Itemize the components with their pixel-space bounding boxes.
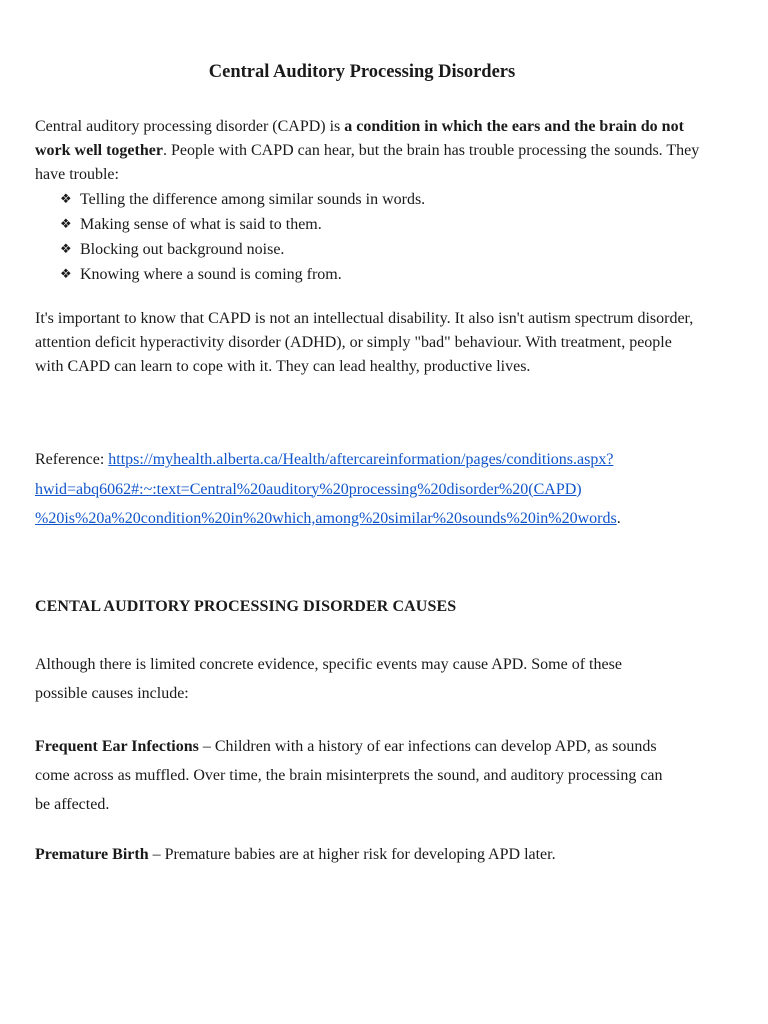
diamond-bullet-icon: ❖ bbox=[60, 241, 72, 256]
list-item bbox=[60, 237, 425, 262]
trouble-list bbox=[60, 187, 425, 287]
ear-infections-text: – Children with a history of ear infections can develop APD, as sounds come across as muffled. Over time, the brain misinterprets the sound, and auditory processing can be affected. bbox=[35, 738, 663, 813]
page-title: Central Auditory Processing Disorders bbox=[208, 62, 516, 82]
reference-url-line-1: https://myhealth.alberta.ca/Health/aftercareinformation/pages/conditions.aspx? bbox=[108, 451, 614, 468]
premature-birth-paragraph bbox=[35, 843, 703, 867]
list-item-text: Making sense of what is said to them. bbox=[80, 216, 322, 233]
list-item-text: Telling the difference among similar sounds in words. bbox=[80, 191, 426, 208]
reference-paragraph bbox=[35, 445, 715, 534]
ear-infections-paragraph bbox=[35, 732, 675, 819]
reference-trailing: . bbox=[616, 510, 621, 527]
causes-intro-paragraph: Although there is limited concrete evidence, specific events may cause APD. Some of these possible causes include: bbox=[35, 656, 622, 702]
important-paragraph: It's important to know that CAPD is not an intellectual disability. It also isn't autism spectrum disorder, attention deficit hyperactivity disorder (ADHD), or simply "bad" behaviour. With treatment, people with CAPD can learn to cope with it. They can lead healthy, productive lives. bbox=[35, 310, 694, 375]
intro-text-after: . People with CAPD can hear, but the brain has trouble processing the sounds. They have trouble: bbox=[35, 142, 700, 183]
list-item bbox=[60, 187, 425, 212]
diamond-bullet-icon: ❖ bbox=[60, 266, 72, 281]
list-item-text: Knowing where a sound is coming from. bbox=[80, 266, 342, 283]
intro-paragraph bbox=[35, 115, 703, 187]
diamond-bullet-icon: ❖ bbox=[60, 191, 72, 206]
ear-infections-label: Frequent Ear Infections bbox=[35, 738, 199, 755]
causes-heading: CENTAL AUDITORY PROCESSING DISORDER CAUSES bbox=[35, 598, 457, 615]
reference-link[interactable] bbox=[35, 451, 617, 527]
list-item bbox=[60, 212, 425, 237]
reference-label: Reference: bbox=[35, 451, 109, 468]
reference-url-line-2: hwid=abq6062#:~:text=Central%20auditory%20processing%20disorder%20(CAPD) bbox=[35, 480, 582, 498]
premature-birth-text: – Premature babies are at higher risk for developing APD later. bbox=[148, 846, 556, 863]
intro-text-before: Central auditory processing disorder (CAPD) is bbox=[35, 118, 345, 135]
intro-bold-text: a condition in which the ears and the brain do not work well together bbox=[35, 118, 684, 159]
diamond-bullet-icon: ❖ bbox=[60, 216, 72, 231]
list-item bbox=[60, 262, 425, 287]
reference-url-line-3: %20is%20a%20condition%20in%20which,among%20similar%20sounds%20in%20words bbox=[35, 510, 617, 527]
list-item-text: Blocking out background noise. bbox=[80, 241, 285, 258]
premature-birth-label: Premature Birth bbox=[35, 846, 149, 863]
